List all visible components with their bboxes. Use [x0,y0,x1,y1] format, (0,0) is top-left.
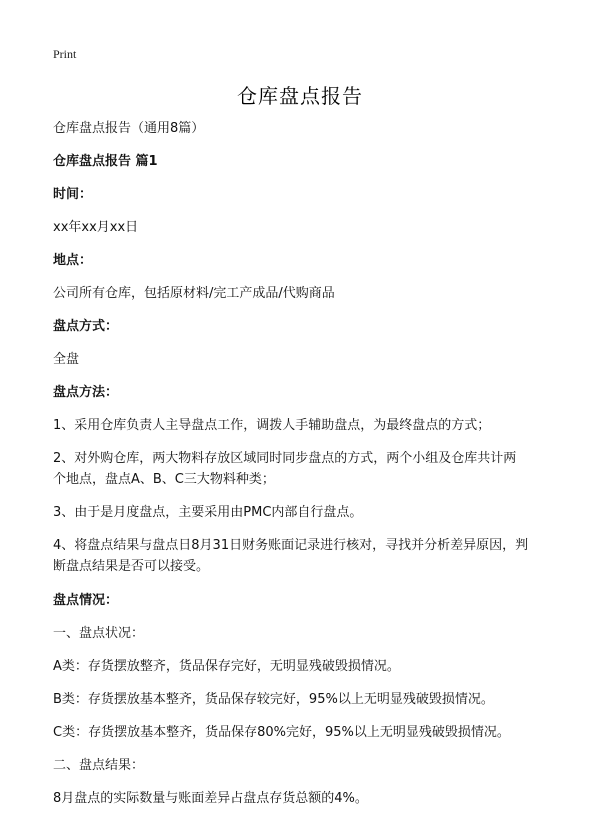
method-item-4-cont: 断盘点结果是否可以接受。 [53,559,210,574]
result-heading: 二、盘点结果： [53,758,145,773]
method-item-2: 2、对外购仓库，两大物料存放区域同时同步盘点的方式，两个小组及仓库共计两 [53,451,517,466]
location-label: 地点： [53,253,93,268]
status-heading: 一、盘点状况： [53,626,145,641]
method-item-2-cont: 个地点，盘点A、B、C三大物料种类； [53,472,275,487]
method-type-value: 全盘 [53,352,80,367]
status-item-c: C类：存货摆放基本整齐，货品保存80%完好，95%以上无明显残破毁损情况。 [53,725,510,740]
section-heading: 仓库盘点报告 篇1 [53,154,158,169]
document-subtitle: 仓库盘点报告（通用8篇） [53,121,205,136]
result-text: 8月盘点的实际数量与账面差异占盘点存货总额的4%。 [53,791,368,806]
method-item-4: 4、将盘点结果与盘点日8月31日财务账面记录进行核对，寻找并分析差异原因，判 [53,538,529,553]
status-item-a: A类：存货摆放整齐，货品保存完好，无明显残破毁损情况。 [53,659,400,674]
document-body [53,118,553,809]
print-link[interactable]: Print [53,47,77,61]
method-type-label: 盘点方式： [53,319,119,334]
time-label: 时间： [53,187,93,202]
status-item-b: B类：存货摆放基本整齐，货品保存较完好，95%以上无明显残破毁损情况。 [53,692,494,707]
method-item-1: 1、采用仓库负责人主导盘点工作，调拨人手辅助盘点，为最终盘点的方式； [53,418,491,433]
location-value: 公司所有仓库，包括原材料/完工产成品/代购商品 [53,286,335,301]
document-title: 仓库盘点报告 [237,84,363,108]
time-value: xx年xx月xx日 [53,220,139,235]
situation-label: 盘点情况： [53,593,119,608]
methods-label: 盘点方法： [53,385,119,400]
method-item-3: 3、由于是月度盘点，主要采用由PMC内部自行盘点。 [53,505,363,520]
